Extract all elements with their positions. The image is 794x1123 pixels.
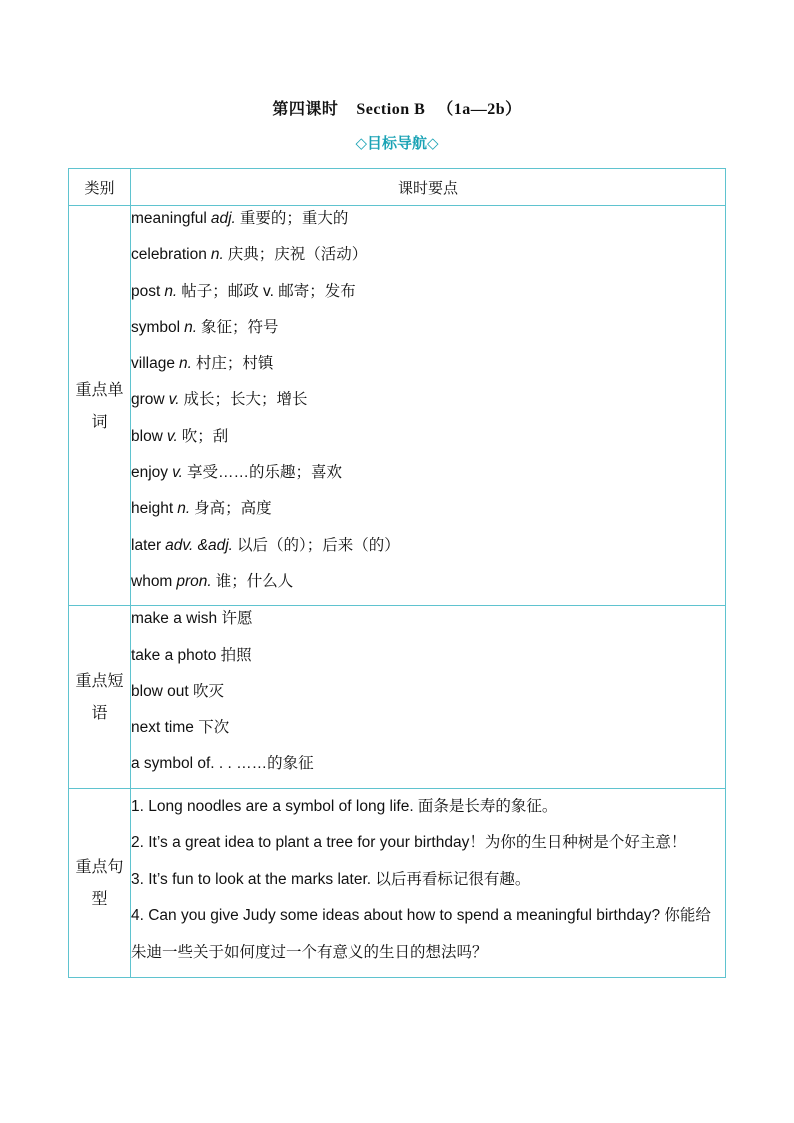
word-item: whom pron. 谁；什么人 bbox=[131, 572, 294, 590]
word-item: post n. 帖子；邮政 v. 邮寄；发布 bbox=[131, 282, 356, 300]
page-title bbox=[0, 96, 794, 119]
phrase-item: blow out 吹灭 bbox=[131, 682, 225, 700]
word-item: grow v. 成长；长大；增长 bbox=[131, 391, 308, 409]
column-header-category: 类别 bbox=[69, 169, 131, 206]
word-item: height n. 身高；高度 bbox=[131, 500, 272, 518]
lesson-table bbox=[68, 168, 726, 978]
word-item: enjoy v. 享受……的乐趣；喜欢 bbox=[131, 464, 342, 482]
word-item: meaningful adj. 重要的；重大的 bbox=[131, 210, 349, 227]
phrase-item: take a photo 拍照 bbox=[131, 646, 252, 664]
word-item: later adv. &adj. 以后（的）；后来（的） bbox=[131, 536, 400, 554]
phrases-cell bbox=[131, 606, 726, 788]
phrase-item: make a wish 许愿 bbox=[131, 610, 253, 628]
title-section: Section B bbox=[356, 101, 426, 118]
words-cell bbox=[131, 206, 726, 606]
title-range: （1a—2b） bbox=[437, 101, 522, 118]
sentences-cell bbox=[131, 788, 726, 978]
table-header-row bbox=[69, 169, 726, 206]
sentence-item: 3. It’s fun to look at the marks later. 以后再看标记很有趣。 bbox=[131, 870, 531, 888]
phrase-item: next time 下次 bbox=[131, 719, 230, 737]
sentence-item: 1. Long noodles are a symbol of long life. 面条是长寿的象征。 bbox=[131, 797, 558, 815]
category-cell: 重点短语 bbox=[69, 606, 131, 788]
category-cell: 重点句型 bbox=[69, 788, 131, 978]
table-row-words bbox=[69, 206, 726, 606]
sentence-item: 4. Can you give Judy some ideas about how to spend a meaningful birthday? 你能给朱迪一些关于如何度过一个有意义的生日的想法吗？ bbox=[131, 907, 711, 961]
title-lesson: 第四课时 bbox=[272, 99, 339, 118]
column-header-points: 课时要点 bbox=[131, 169, 726, 206]
section-subtitle: ◇目标导航◇ bbox=[355, 134, 439, 152]
word-item: village n. 村庄；村镇 bbox=[131, 355, 274, 373]
phrase-item: a symbol of. . . ……的象征 bbox=[131, 755, 314, 773]
word-item: blow v. 吹；刮 bbox=[131, 427, 229, 445]
sentence-item: 2. It’s a great idea to plant a tree for your birthday！为你的生日种树是个好主意！ bbox=[131, 834, 687, 852]
word-item: celebration n. 庆典；庆祝（活动） bbox=[131, 246, 368, 264]
category-cell: 重点单词 bbox=[69, 206, 131, 606]
table-row-sentences bbox=[69, 788, 726, 978]
table-row-phrases bbox=[69, 606, 726, 788]
word-item: symbol n. 象征；符号 bbox=[131, 318, 279, 336]
